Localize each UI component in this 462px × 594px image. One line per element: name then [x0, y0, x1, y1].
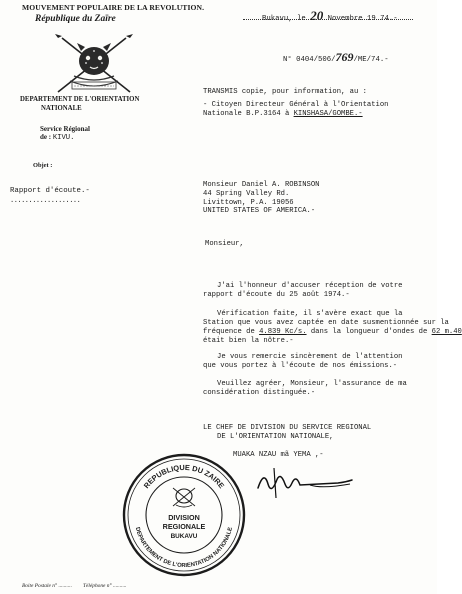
paragraph2-line4: était bien la nôtre.-	[203, 337, 294, 345]
signatory-name: MUAKA NZAU mã YEMA ,-	[233, 451, 324, 459]
wavelength-value: 62 m.40	[431, 328, 462, 336]
paragraph2-line1: Vérification faite, il s'avère exact que la	[217, 310, 403, 318]
official-seal-icon	[121, 452, 247, 578]
salutation: Monsieur,	[205, 240, 244, 248]
service-label: Service Régional	[40, 125, 90, 133]
recipient-name: Monsieur Daniel A. ROBINSON	[203, 181, 320, 189]
signatory-title-line1: LE CHEF DE DIVISION DU SERVICE REGIONAL	[203, 424, 372, 432]
date-underline	[243, 19, 413, 20]
transmis-city: KINSHASA/GOMBE.-	[293, 110, 363, 118]
footer-phone: Téléphone n° ..........	[83, 583, 127, 589]
paragraph4-line2: considération distinguée.-	[203, 389, 316, 397]
date-month-year: Novembre 19 74.-	[327, 15, 398, 23]
service-region-value: KIVU.	[52, 134, 75, 142]
subject-label: Objet :	[33, 162, 53, 169]
paragraph2-line3	[203, 328, 462, 336]
seal-top-text: REPUBLIQUE DU ZAIRE	[141, 462, 227, 491]
wavelength-lead: dans la longueur d'ondes de	[306, 328, 432, 336]
subject-rule: ...................	[10, 197, 81, 205]
dateline	[262, 8, 398, 24]
service-de: de	[40, 133, 47, 141]
seal-center-line1: DIVISION	[168, 513, 200, 522]
footer-po-box-label: Boite Postale n°	[22, 583, 58, 589]
paragraph1-line2: rapport d'écoute du 25 août 1974.-	[203, 291, 350, 299]
date-city: Bukavu, le	[262, 15, 306, 23]
handwritten-signature-icon	[250, 458, 370, 508]
frequency-lead: fréquence de	[203, 328, 260, 336]
paragraph1-line1: J'ai l'honneur d'accuser réception de votre	[217, 282, 403, 290]
transmis-line2	[203, 110, 363, 118]
transmis-line2-a: Nationale B.P.3164 à	[203, 110, 294, 118]
transmis-line1: - Citoyen Directeur Général à l'Orientation	[203, 101, 389, 109]
date-day: 20	[310, 8, 324, 23]
reference-prefix: N° 0404/506/	[283, 56, 336, 64]
recipient-city: Livittown, P.A. 19056	[203, 199, 294, 207]
paragraph2-line2: Station que vous avez captée en date susmentionnée sur la	[203, 319, 449, 327]
paragraph4-line1: Veuillez agréer, Monsieur, l'assurance de ma	[217, 380, 407, 388]
paragraph3-line2: que vous portez à l'écoute de nos émissions.-	[203, 362, 398, 370]
seal-emblem-icon	[173, 488, 195, 507]
reference-suffix: /ME/74.-	[353, 56, 389, 64]
subject-value: Rapport d'écoute.-	[10, 187, 90, 195]
footer-phone-label: Téléphone n°	[83, 583, 112, 589]
recipient-street: 44 Spring Valley Rd.	[203, 190, 290, 198]
seal-center-line2: REGIONALE	[162, 522, 206, 531]
signatory-title-line2: DE L'ORIENTATION NATIONALE,	[217, 433, 334, 441]
service-region: de : KIVU.	[40, 133, 75, 142]
zaire-emblem-icon	[52, 32, 136, 98]
seal-center-line3: BUKAVU	[170, 533, 198, 540]
reference-number	[283, 50, 389, 65]
footer-po-box: Boite Postale n° ..........	[22, 583, 72, 589]
frequency-value: 4.839 Kc/s.	[259, 328, 307, 336]
movement-header: MOUVEMENT POPULAIRE DE LA REVOLUTION.	[22, 3, 205, 12]
republic-header: République du Zaïre	[35, 14, 116, 24]
transmis-intro: TRANSMIS copie, pour information, au :	[203, 88, 367, 96]
department-line1: DEPARTEMENT DE L'ORIENTATION	[20, 96, 140, 103]
department-line2: NATIONALE	[41, 105, 82, 112]
reference-handwritten: 769	[335, 50, 354, 64]
recipient-country: UNITED STATES OF AMERICA.-	[203, 207, 316, 215]
paragraph3-line1: Je vous remercie sincèrement de l'attention	[217, 353, 403, 361]
seal-bottom-text: DEPARTEMENT DE L'ORIENTATION NATIONALE	[133, 526, 235, 570]
